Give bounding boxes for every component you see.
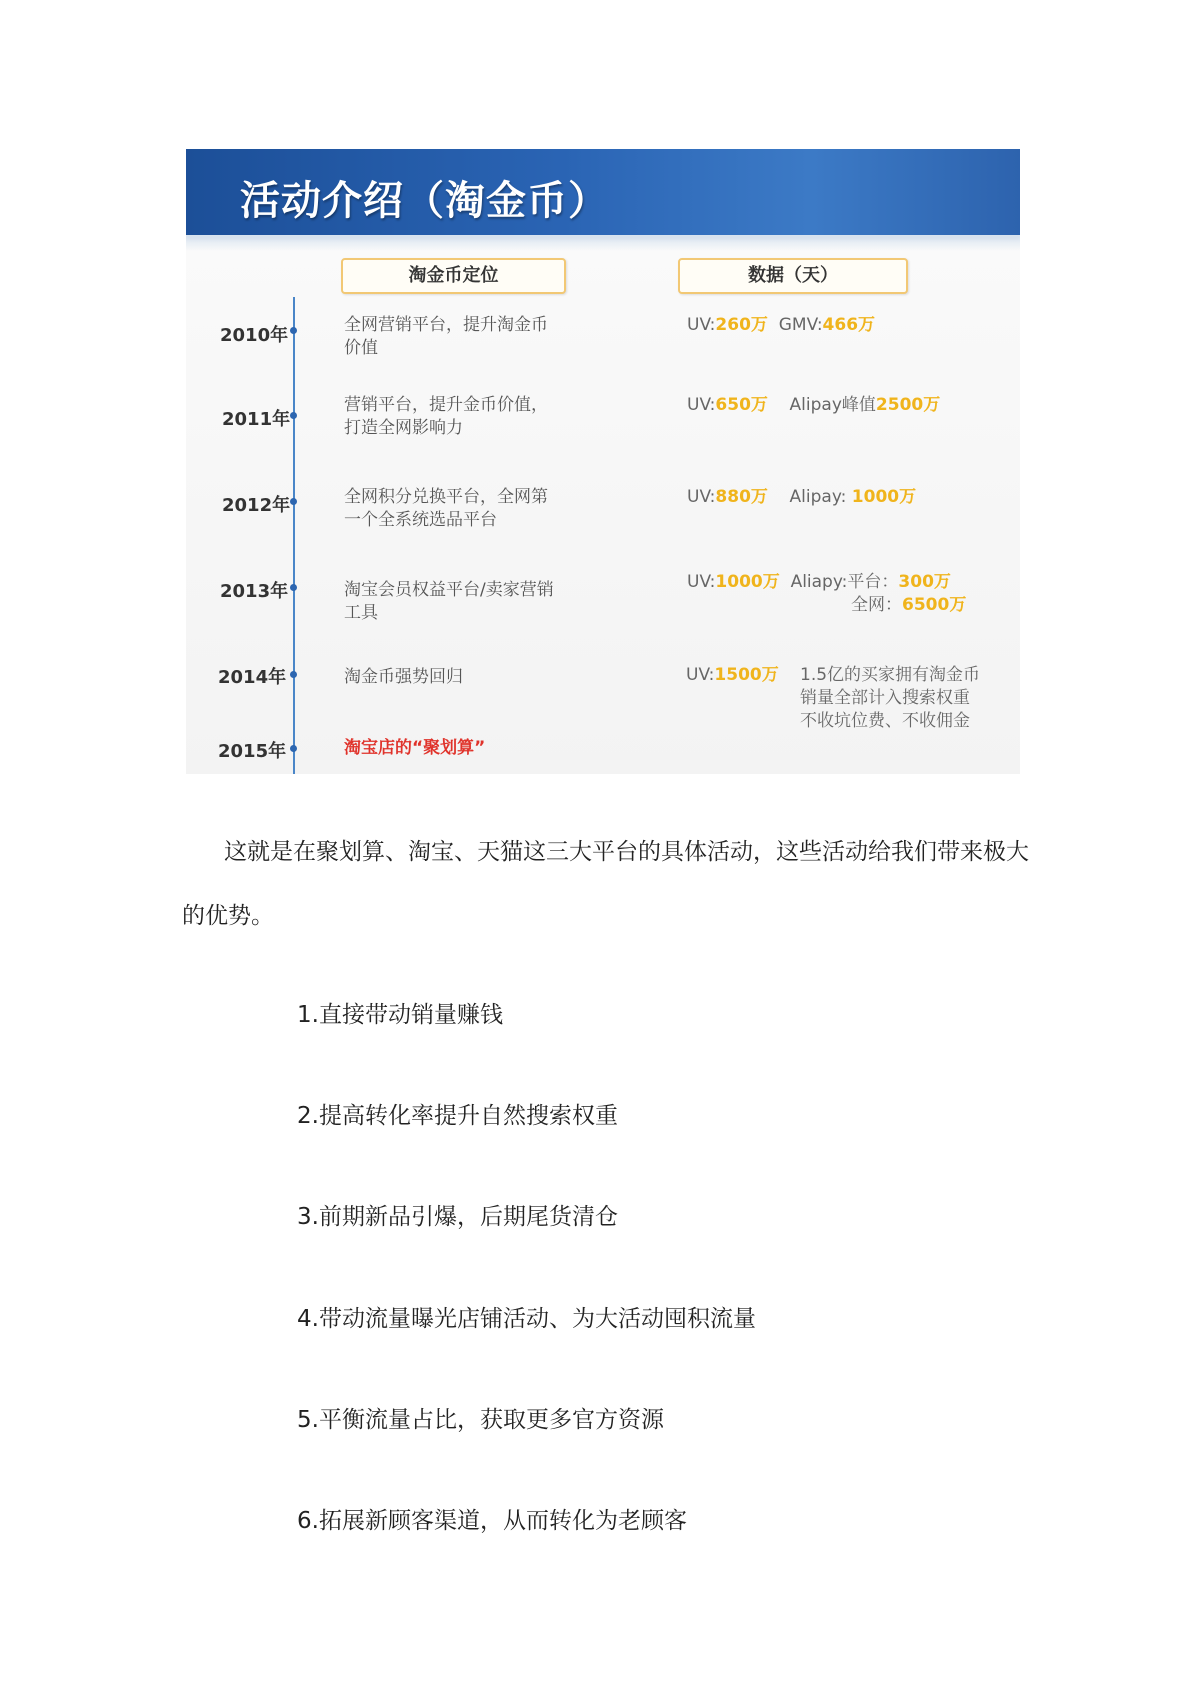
uv-label: UV: [687, 487, 716, 507]
row-description: 营销平台，提升金币价值，打造全网影响力 [344, 395, 548, 438]
row-data-secondary [851, 594, 966, 617]
year-label: 2015年 [218, 741, 287, 762]
list-item: 3.前期新品引爆，后期尾货清仓 [297, 1204, 618, 1230]
uv-label: UV: [686, 665, 715, 685]
timeline-dot [290, 498, 297, 505]
timeline-dot [290, 412, 297, 419]
row-description-highlight: 淘宝店的“聚划算” [344, 738, 486, 758]
uv-label: UV: [687, 315, 716, 335]
uv-label: UV: [687, 572, 716, 592]
row-data [687, 314, 875, 337]
list-item: 6.拓展新顾客渠道，从而转化为老顾客 [297, 1508, 687, 1534]
list-item: 2.提高转化率提升自然搜索权重 [297, 1103, 618, 1129]
uv-value: 260万 [715, 315, 768, 335]
uv-label: UV: [687, 395, 716, 415]
timeline-line [293, 297, 295, 774]
column-header-data: 数据（天） [678, 258, 908, 294]
slide-title: 活动介绍（淘金币） [240, 178, 609, 224]
year-label: 2012年 [222, 495, 291, 516]
note-line: 1.5亿的买家拥有淘金币 [800, 665, 981, 685]
metric-value: 466万 [822, 315, 876, 335]
row-data [687, 394, 940, 417]
row-description: 淘金币强势回归 [344, 667, 463, 687]
row-description: 全网营销平台，提升淘金币价值 [344, 315, 548, 358]
row-data [687, 486, 916, 509]
list-item: 5.平衡流量占比，获取更多官方资源 [297, 1407, 664, 1433]
list-item: 4.带动流量曝光店铺活动、为大活动囤积流量 [297, 1306, 756, 1332]
row-data [687, 571, 951, 594]
year-label: 2010年 [220, 325, 289, 346]
slide-image [186, 149, 1020, 774]
row-description: 淘宝会员权益平台/卖家营销工具 [344, 580, 554, 623]
uv-value: 880万 [715, 487, 768, 507]
list-item: 1.直接带动销量赚钱 [297, 1002, 503, 1028]
column-header-positioning: 淘金币定位 [341, 258, 566, 294]
metric-label: GMV: [778, 315, 823, 335]
year-label: 2014年 [218, 667, 287, 688]
row-description: 全网积分兑换平台，全网第一个全系统选品平台 [344, 487, 548, 530]
note-line: 不收坑位费、不收佣金 [800, 711, 970, 731]
uv-value: 650万 [715, 395, 768, 415]
note-line: 销量全部计入搜索权重 [800, 688, 970, 708]
metric-label: Alipay: [789, 487, 852, 507]
uv-value: 1500万 [714, 665, 779, 685]
uv-value: 1000万 [715, 572, 780, 592]
metric2-label: 全网： [851, 595, 902, 615]
timeline-dot [290, 671, 297, 678]
header-shadow [186, 235, 1020, 251]
metric-value: 300万 [898, 572, 951, 592]
metric-value: 2500万 [875, 395, 941, 415]
metric2-value: 6500万 [902, 595, 967, 615]
timeline-dot [290, 327, 297, 334]
timeline-dot [290, 745, 297, 752]
metric-label: Aliapy:平台： [790, 572, 899, 592]
timeline-dot [290, 584, 297, 591]
row-notes [800, 664, 980, 733]
year-label: 2011年 [222, 409, 291, 430]
slide-header [186, 149, 1020, 235]
metric-label: Alipay峰值 [789, 395, 876, 415]
metric-value: 1000万 [851, 487, 917, 507]
year-label: 2013年 [220, 581, 289, 602]
row-data [686, 664, 779, 687]
body-paragraph: 这就是在聚划算、淘宝、天猫这三大平台的具体活动，这些活动给我们带来极大的优势。 [182, 839, 1029, 929]
